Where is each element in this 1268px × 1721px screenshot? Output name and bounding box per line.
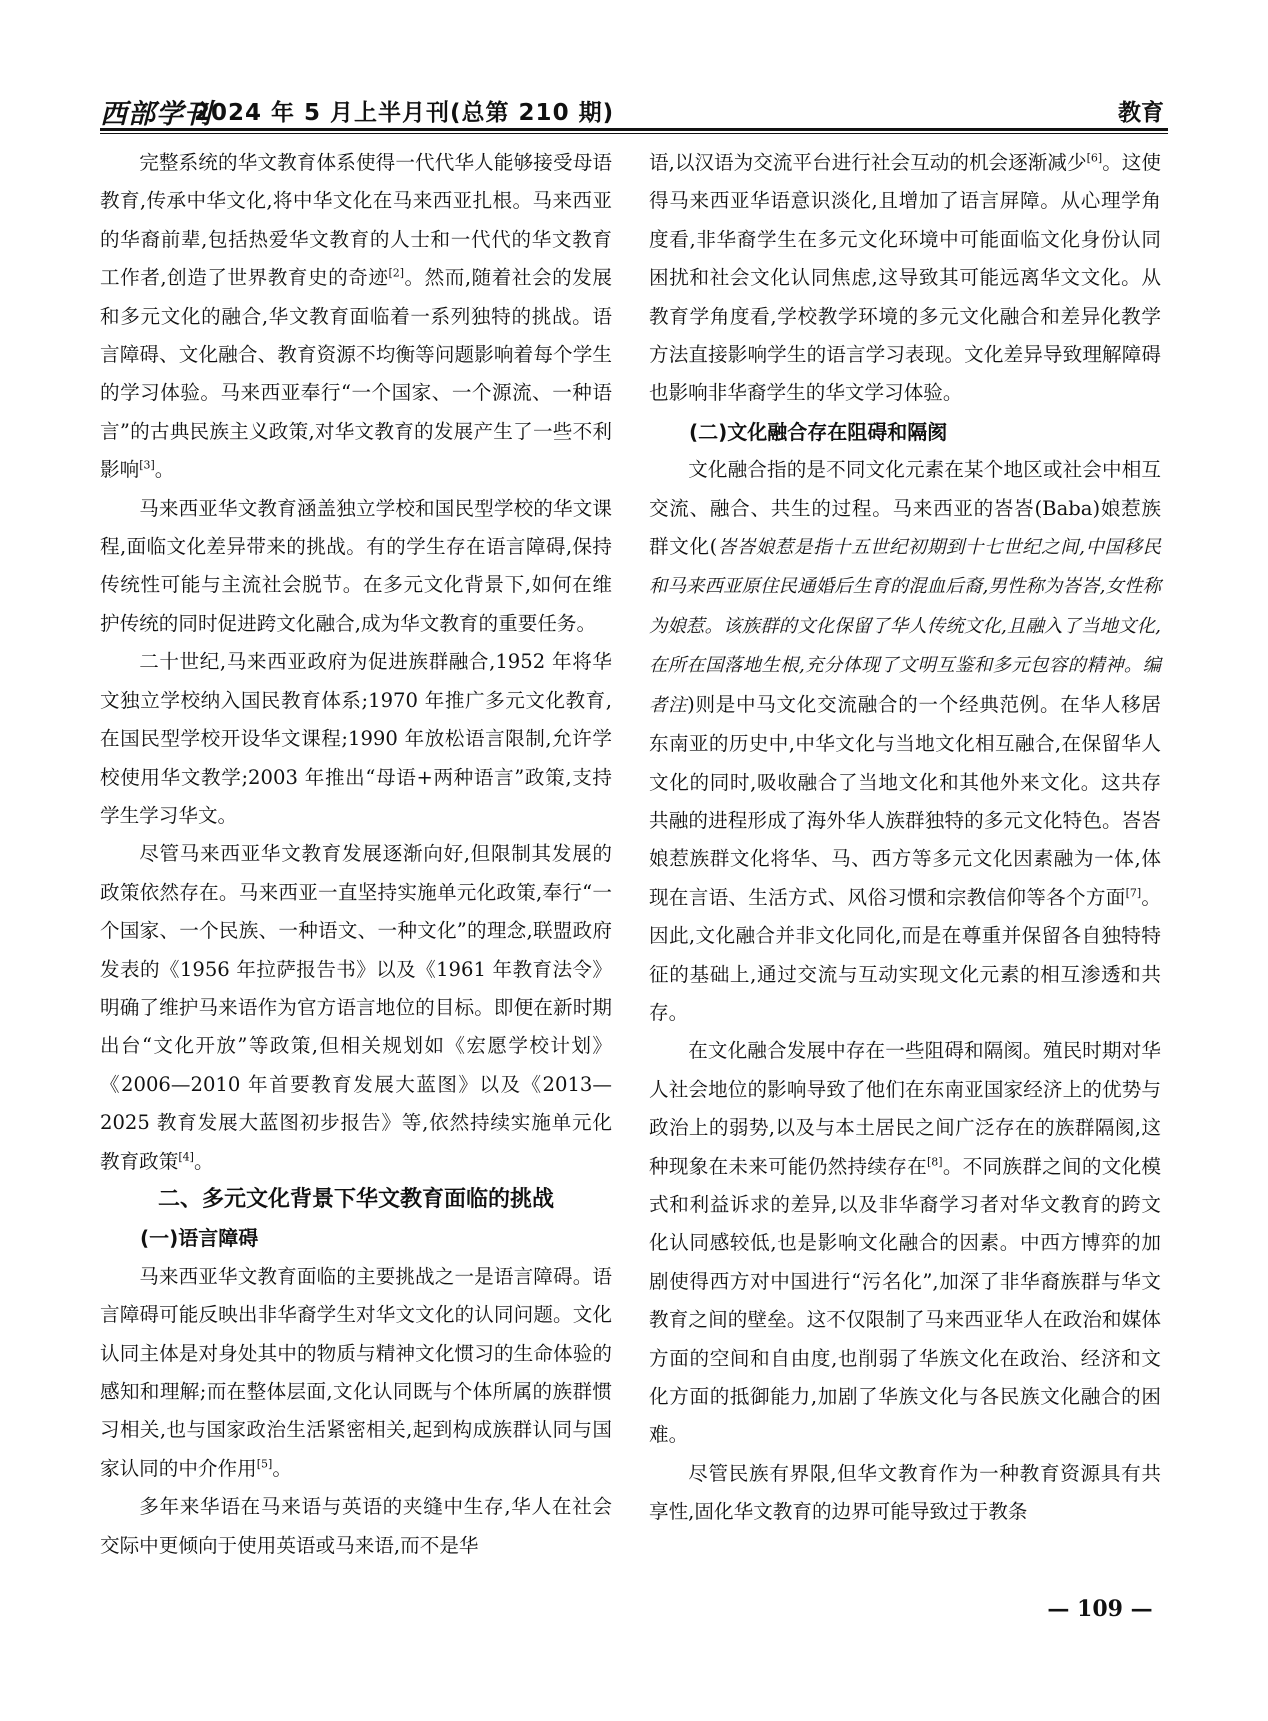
paragraph: 尽管民族有界限,但华文教育作为一种教育资源具有共享性,固化华文教育的边界可能导致过于教条 — [649, 1461, 1161, 1524]
page-header — [100, 92, 1168, 130]
citation: [4] — [178, 1150, 194, 1164]
paragraph: 语,以汉语为交流平台进行社会互动的机会逐渐减少[6]。这使得马来西亚华语意识淡化,且增加了语言屏障。从心理学角度看,非华裔学生在多元文化环境中可能面临文化身份认同困扰和社会文化认同焦虑,这导致其可能远离华文文化。从教育学角度看,学校教学环境的多元文化融合和差异化教学方法直接影响学生的语言学习表现。文化差异导致理解障碍也影响非华裔学生的华文学习体验。 — [649, 151, 1162, 405]
subsection-heading: (二)文化融合存在阻碍和隔阂 — [689, 419, 948, 444]
citation: [8] — [927, 1155, 943, 1169]
editor-note: 峇峇娘惹是指十五世纪初期到十七世纪之间,中国移民和马来西亚原住民通婚后生育的混血后裔,男性称为峇峇,女性称为娘惹。该族群的文化保留了华人传统文化,且融入了当地文化,在所在国落地生根,充分体现了文明互鉴和多元包容的精神。编者注 — [649, 537, 1161, 716]
paragraph: 在文化融合发展中存在一些阻碍和隔阂。殖民时期对华人社会地位的影响导致了他们在东南亚国家经济上的优势与政治上的弱势,以及与本土居民之间广泛存在的族群隔阂,这种现象在未来可能仍然持续存在[8]。不同族群之间的文化模式和利益诉求的差异,以及非华裔学习者对华文教育的跨文化认同感较低,也是影响文化融合的因素。中西方博弈的加剧使得西方对中国进行“污名化”,加深了非华裔族群与华文教育之间的壁垒。这不仅限制了马来西亚华人在政治和媒体方面的空间和自由度,也削弱了华族文化在政治、经济和文化方面的抵御能力,加剧了华族文化与各民族文化融合的困难。 — [649, 1039, 1162, 1447]
left-column — [100, 144, 612, 1565]
citation: [2] — [388, 266, 405, 280]
section-name: 教育 — [1118, 100, 1164, 126]
header-rule-thin — [100, 133, 1168, 134]
paragraph: 马来西亚华文教育面临的主要挑战之一是语言障碍。语言障碍可能反映出非华裔学生对华文文化的认同问题。文化认同主体是对身处其中的物质与精神文化惯习的生命体验的感知和理解;而在整体层面,文化认同既与个体所属的族群惯习相关,也与国家政治生活紧密相关,起到构成族群认同与国家认同的中介作用[5]。 — [100, 1264, 612, 1480]
citation: [5] — [256, 1457, 273, 1471]
header-rule — [100, 128, 1168, 131]
page-number: — 109 — — [1047, 1596, 1153, 1622]
citation: [3] — [139, 458, 155, 472]
paragraph: 马来西亚华文教育涵盖独立学校和国民型学校的华文课程,面临文化差异带来的挑战。有的学生存在语言障碍,保持传统性可能与主流社会脱节。在多元文化背景下,如何在维护传统的同时促进跨文化融合,成为华文教育的重要任务。 — [100, 496, 612, 635]
paragraph: 文化融合指的是不同文化元素在某个地区或社会中相互交流、融合、共生的过程。马来西亚的峇峇(Baba)娘惹族群文化(峇峇娘惹是指十五世纪初期到十七世纪之间,中国移民和马来西亚原住民通婚后生育的混血后裔,男性称为峇峇,女性称为娘惹。该族群的文化保留了华人传统文化,且融入了当地文化,在所在国落地生根,充分体现了文明互鉴和多元包容的精神。编者注)则是中马文化交流融合的一个经典范例。在华人移居东南亚的历史中,中华文化与当地文化相互融合,在保留华人文化的同时,吸收融合了当地文化和其他外来文化。这共存共融的进程形成了海外华人族群独特的多元文化特色。峇峇娘惹族群文化将华、马、西方等多元文化因素融为一体,体现在言语、生活方式、风俗习惯和宗教信仰等各个方面[7]。因此,文化融合并非文化同化,而是在尊重并保留各自独特特征的基础上,通过交流与互动实现文化元素的相互渗透和共存。 — [649, 458, 1162, 1024]
issue-info: 2024 年 5 月上半月刊(总第 210 期) — [194, 100, 615, 126]
section-heading: 二、多元文化背景下华文教育面临的挑战 — [157, 1186, 554, 1212]
paragraph: 二十世纪,马来西亚政府为促进族群融合,1952 年将华文独立学校纳入国民教育体系;1970 年推广多元文化教育,在国民型学校开设华文课程;1990 年放松语言限制,允许学校使用华文教学;2003 年推出“母语+两种语言”政策,支持学生学习华文。 — [100, 650, 612, 827]
paragraph: 尽管马来西亚华文教育发展逐渐向好,但限制其发展的政策依然存在。马来西亚一直坚持实施单元化政策,奉行“一个国家、一个民族、一种语文、一种文化”的理念,联盟政府发表的《1956 年拉萨报告书》以及《1961 年教育法令》明确了维护马来语作为官方语言地位的目标。即便在新时期出台“文化开放”等政策,但相关规划如《宏愿学校计划》《2006—2010 年首要教育发展大蓝图》以及《2013—2025 教育发展大蓝图初步报告》等,依然持续实施单元化教育政策[4]。 — [100, 842, 612, 1173]
subsection-heading: (一)语言障碍 — [140, 1226, 259, 1251]
journal-logo: 西部学刊 — [100, 99, 212, 130]
citation: [7] — [1125, 886, 1142, 900]
paragraph: 多年来华语在马来语与英语的夹缝中生存,华人在社会交际中更倾向于使用英语或马来语,而不是华 — [100, 1495, 612, 1557]
citation: [6] — [1086, 151, 1103, 165]
paragraph: 完整系统的华文教育体系使得一代代华人能够接受母语教育,传承中华文化,将中华文化在马来西亚扎根。马来西亚的华裔前辈,包括热爱华文教育的人士和一代代的华文教育工作者,创造了世界教育史的奇迹[2]。然而,随着社会的发展和多元文化的融合,华文教育面临着一系列独特的挑战。语言障碍、文化融合、教育资源不均衡等问题影响着每个学生的学习体验。马来西亚奉行“一个国家、一个源流、一种语言”的古典民族主义政策,对华文教育的发展产生了一些不利影响[3]。 — [100, 151, 612, 482]
right-column — [649, 144, 1161, 1532]
